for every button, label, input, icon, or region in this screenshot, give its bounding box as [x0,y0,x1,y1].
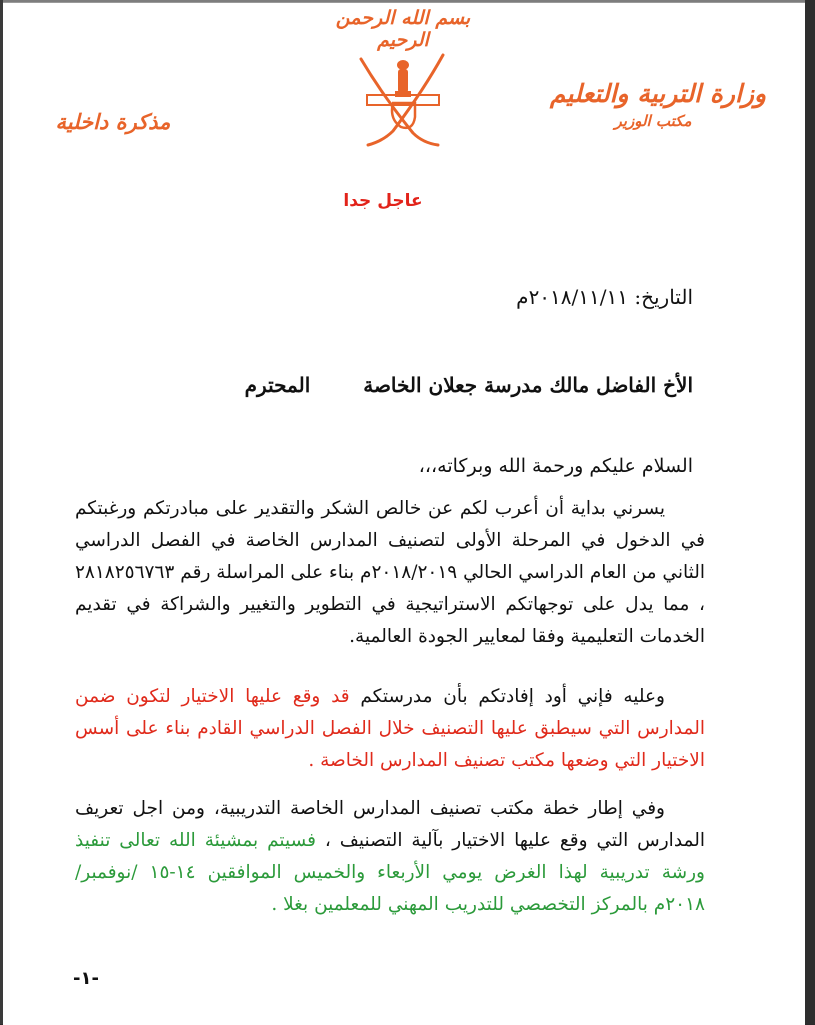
date-value: ٢٠١٨/١١/١١م [516,285,628,309]
recipient-honorific: المحترم [244,373,311,397]
page-number: -١- [73,968,99,989]
recipient-line [93,373,693,397]
dagger-hilt [398,69,408,93]
basmala-header: بسم الله الرحمن الرحيم [335,7,471,51]
paragraph-text: وعليه فإني أود إفادتكم بأن مدرستكم [349,686,665,707]
dagger-pommel [397,60,409,70]
ministry-letterhead [543,77,773,131]
paragraph-appreciation [75,493,705,653]
office-name: مكتب الوزير [614,112,692,130]
paragraph-workshop-notice [75,793,705,921]
greeting: السلام عليكم ورحمة الله وبركاته،،، [418,455,693,477]
recipient-name: الأخ الفاضل مالك مدرسة جعلان الخاصة [363,373,693,397]
date-line [516,285,693,309]
document-page [3,2,805,1025]
oman-khanjar-emblem-icon [343,41,463,151]
paragraph-selection-notice [75,681,705,777]
viewer-right-border [805,0,815,1024]
paragraph-text: يسرني بداية أن أعرب لكم عن خالص الشكر والتقدير على مبادرتكم ورغبتكم في الدخول في المرحلة الأولى لتصنيف المدارس الخاصة في الفصل الدراسي الثاني من العام الدراسي الحالي ٢٠١٨/٢٠١٩م بناء على المراسلة رقم ٢٨١٨٢٥٦٧٦٣ ، مما يدل على توجهاتكم الاستراتيجية في التطوير والتغيير والشراكة في تقديم الخدمات التعليمية وفقا لمعايير الجودة العالمية. [75,498,705,647]
highlighted-red-text: قد وقع عليها الاختيار لتكون ضمن المدارس التي سيطبق عليها التصنيف خلال الفصل الدراسي القادم بناء على أسس الاختيار التي وضعها مكتب تصنيف المدارس الخاصة . [75,686,705,771]
paragraph-text: وفي إطار خطة مكتب تصنيف المدارس الخاصة التدريبية، ومن اجل تعريف المدارس التي وقع عليها الاختيار بآلية التصنيف ، [75,798,706,851]
highlighted-green-text: فسيتم بمشيئة الله تعالى تنفيذ ورشة تدريبية لهذا الغرض يومي الأربعاء والخميس الموافقين ١٤-١٥ /نوفمبر/ ٢٠١٨م بالمركز التخصصي للتدريب المهني للمعلمين بغلا . [75,830,705,915]
memo-type-label: مذكرة داخلية [55,109,171,134]
ministry-name: وزارة التربية والتعليم [549,79,767,108]
urgency-label: عاجل جدا [343,191,423,211]
date-label: التاريخ: [634,285,693,309]
